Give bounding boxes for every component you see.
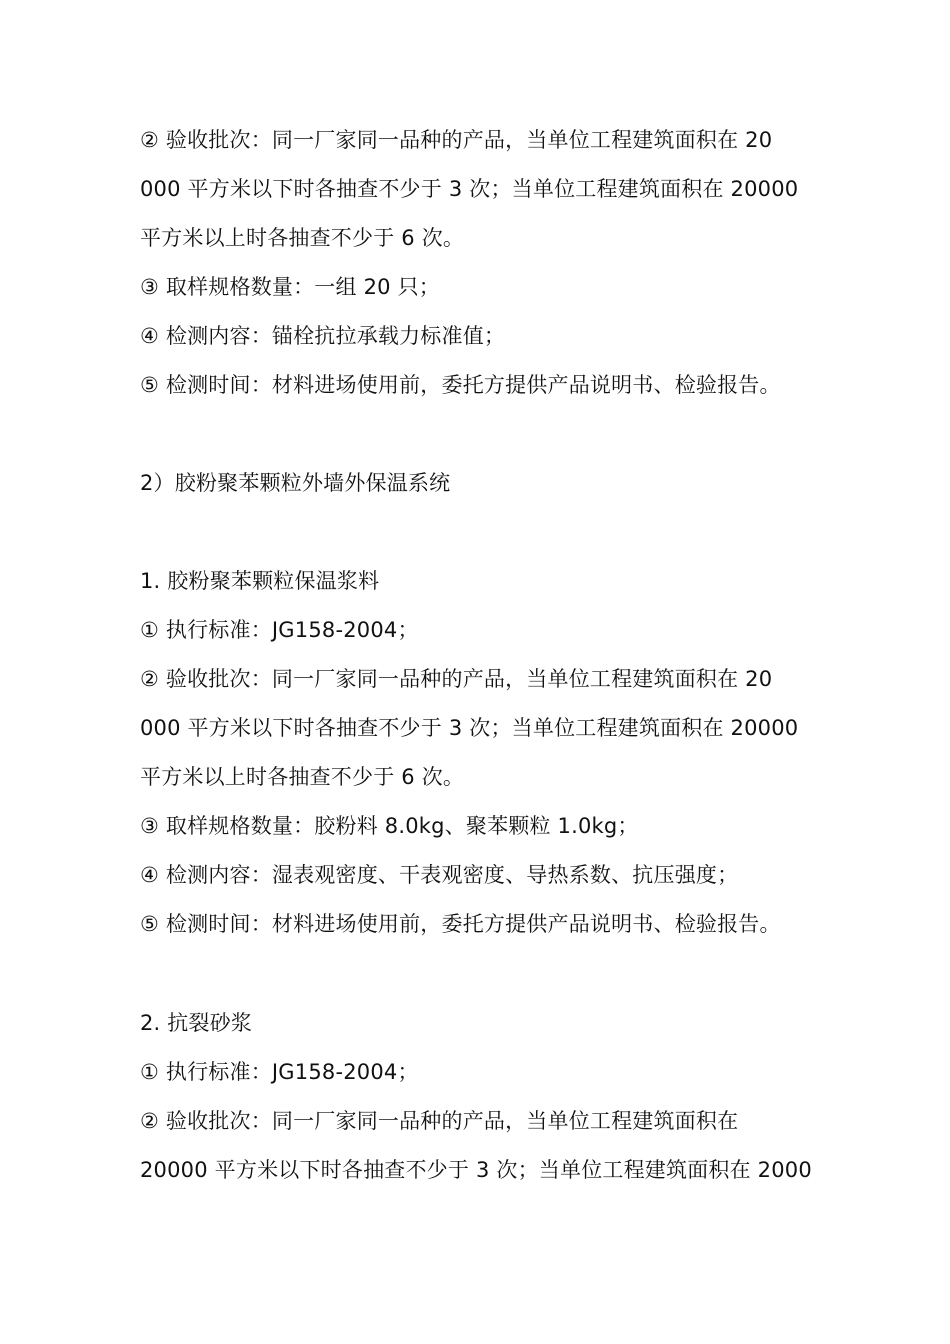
paragraph-line: 000 平方米以下时各抽查不少于 3 次；当单位工程建筑面积在 20000: [140, 177, 799, 201]
paragraph-line: ② 验收批次：同一厂家同一品种的产品，当单位工程建筑面积在 20: [140, 128, 773, 152]
paragraph-line: ③ 取样规格数量：一组 20 只；: [140, 275, 440, 299]
paragraph-line: ⑤ 检测时间：材料进场使用前，委托方提供产品说明书、检验报告。: [140, 373, 781, 397]
paragraph-line: 平方米以上时各抽查不少于 6 次。: [140, 765, 465, 789]
paragraph-line: 20000 平方米以下时各抽查不少于 3 次；当单位工程建筑面积在 2000: [140, 1158, 812, 1182]
subsection-heading: 2. 抗裂砂浆: [140, 1011, 253, 1035]
paragraph-line: ④ 检测内容：锚栓抗拉承载力标准值；: [140, 324, 506, 348]
paragraph-line: ② 验收批次：同一厂家同一品种的产品，当单位工程建筑面积在 20: [140, 667, 773, 691]
paragraph-line: 平方米以上时各抽查不少于 6 次。: [140, 226, 465, 250]
paragraph-line: ③ 取样规格数量：胶粉料 8.0kg、聚苯颗粒 1.0kg；: [140, 814, 639, 838]
paragraph-line: ① 执行标准：JG158-2004；: [140, 1060, 419, 1084]
subsection-heading: 1. 胶粉聚苯颗粒保温浆料: [140, 569, 380, 593]
paragraph-line: ⑤ 检测时间：材料进场使用前，委托方提供产品说明书、检验报告。: [140, 912, 781, 936]
paragraph-line: ④ 检测内容：湿表观密度、干表观密度、导热系数、抗压强度；: [140, 863, 739, 887]
paragraph-line: 000 平方米以下时各抽查不少于 3 次；当单位工程建筑面积在 20000: [140, 716, 799, 740]
section-heading: 2）胶粉聚苯颗粒外墙外保温系统: [140, 471, 451, 495]
paragraph-line: ② 验收批次：同一厂家同一品种的产品，当单位工程建筑面积在: [140, 1109, 739, 1133]
paragraph-line: ① 执行标准：JG158-2004；: [140, 618, 419, 642]
